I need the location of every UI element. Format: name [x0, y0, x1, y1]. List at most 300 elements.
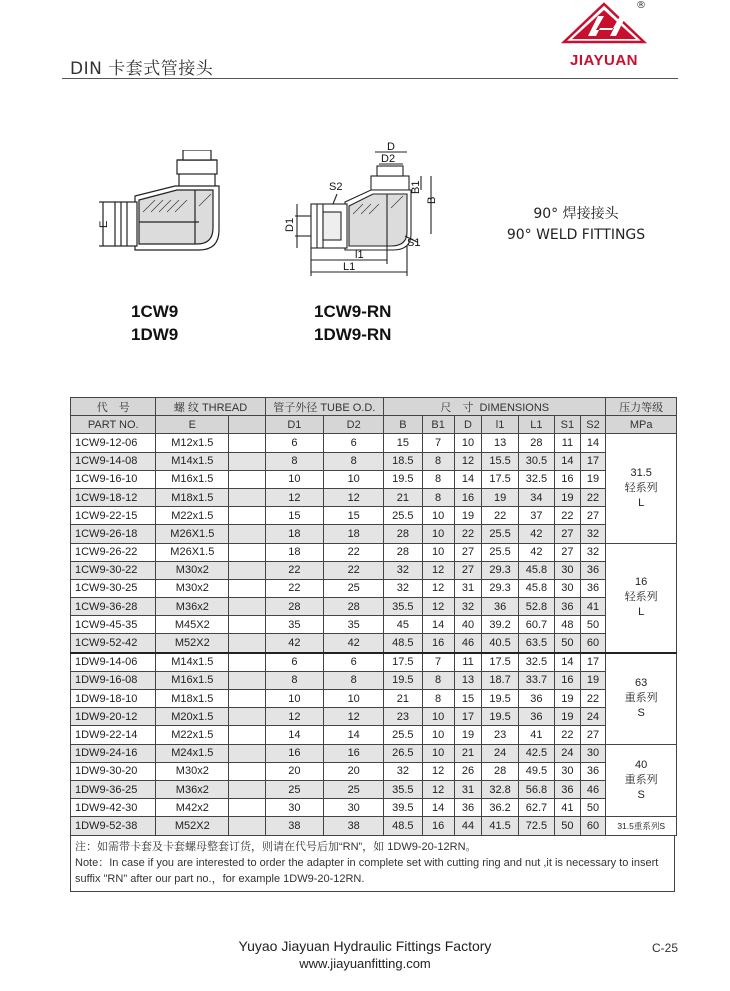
cell-d: 17	[454, 708, 482, 726]
cell-s1: 22	[555, 507, 581, 525]
product-name: 1CW9	[131, 302, 179, 321]
cell-d: 14	[454, 470, 482, 488]
cell-d: 10	[454, 434, 482, 452]
cell-s1: 19	[555, 488, 581, 506]
pressure-line: 31.5重系列S	[617, 820, 666, 831]
product-names-left	[131, 300, 178, 346]
cell-b1: 16	[422, 634, 454, 653]
cell-b1: 7	[422, 653, 454, 672]
cell-l1: 45.8	[518, 561, 554, 579]
cell-thread-blank	[229, 634, 265, 653]
cell-l1: 36	[482, 598, 518, 616]
cell-b: 28	[384, 525, 422, 543]
cell-l1: 56.8	[518, 780, 554, 798]
cell-d2: 25	[324, 579, 384, 597]
cell-d1: 35	[265, 616, 324, 634]
cell-b: 23	[384, 708, 422, 726]
cell-s1: 27	[555, 543, 581, 561]
cell-thread: M36x2	[156, 780, 229, 798]
cell-b1: 12	[422, 598, 454, 616]
cell-s2: 32	[580, 543, 606, 561]
cell-thread-blank	[229, 799, 265, 817]
cell-thread-blank	[229, 579, 265, 597]
cell-d2: 8	[324, 452, 384, 470]
cell-l1: 37	[518, 507, 554, 525]
cell-thread: M42x2	[156, 799, 229, 817]
cell-s1: 36	[555, 598, 581, 616]
cell-l1: 41	[518, 726, 554, 744]
cell-d: 13	[454, 671, 482, 689]
cell-thread-blank	[229, 653, 265, 672]
cell-b: 48.5	[384, 634, 422, 653]
label-L1: L1	[343, 261, 356, 273]
cell-s2: 46	[580, 780, 606, 798]
pressure-line: L	[638, 496, 645, 509]
cell-l1: 34	[518, 488, 554, 506]
cell-l1: 19.5	[482, 690, 518, 708]
cell-thread-blank	[229, 434, 265, 452]
cell-part-no: 1CW9-18-12	[71, 488, 156, 506]
cell-d2: 12	[324, 488, 384, 506]
pressure-line: 轻系列	[624, 481, 658, 494]
brand-name: JIAYUAN	[570, 52, 638, 69]
product-name: 1DW9	[131, 325, 179, 344]
header-pressure: 压力等级	[606, 398, 677, 416]
note-en: Note：In case if you are interested to order the adapter in complete set with cutting ring and nut ,it is necessary to insert suffix "RN" after our part no.，for example 1DW9-20-12RN.	[75, 857, 659, 885]
cell-l1: 29.3	[482, 561, 518, 579]
cell-d1: 30	[265, 799, 324, 817]
label-l1: l1	[355, 249, 364, 261]
header-col: L1	[518, 416, 554, 434]
cell-part-no: 1CW9-52-42	[71, 634, 156, 653]
table-row	[71, 616, 677, 634]
cell-d: 32	[454, 598, 482, 616]
cell-l1: 23	[482, 726, 518, 744]
cell-l1: 36.2	[482, 799, 518, 817]
cell-d: 31	[454, 780, 482, 798]
cell-s2: 14	[580, 434, 606, 452]
cell-s2: 60	[580, 634, 606, 653]
cell-s1: 50	[555, 817, 581, 835]
table-row	[71, 543, 677, 561]
cell-s1: 16	[555, 671, 581, 689]
header-part-no: PART NO.	[71, 416, 156, 434]
cell-l1: 17.5	[482, 653, 518, 672]
cell-b: 39.5	[384, 799, 422, 817]
cell-d: 15	[454, 690, 482, 708]
cell-thread: M52X2	[156, 634, 229, 653]
cell-thread-blank	[229, 525, 265, 543]
cell-d2: 42	[324, 634, 384, 653]
cell-d: 27	[454, 543, 482, 561]
table-row	[71, 488, 677, 506]
cell-b1: 12	[422, 561, 454, 579]
cell-d2: 6	[324, 434, 384, 452]
cell-thread: M16x1.5	[156, 470, 229, 488]
table-row	[71, 817, 677, 835]
cell-s1: 11	[555, 434, 581, 452]
cell-l1: 41.5	[482, 817, 518, 835]
cell-b: 28	[384, 543, 422, 561]
cell-d: 36	[454, 799, 482, 817]
product-name: 1CW9-RN	[314, 302, 392, 321]
cell-thread: M26X1.5	[156, 543, 229, 561]
product-name: 1DW9-RN	[314, 325, 392, 344]
cell-part-no: 1DW9-30-20	[71, 762, 156, 780]
cell-thread-blank	[229, 744, 265, 762]
cell-s2: 19	[580, 671, 606, 689]
cell-part-no: 1CW9-30-22	[71, 561, 156, 579]
cell-l1: 40.5	[482, 634, 518, 653]
table-row	[71, 708, 677, 726]
cell-part-no: 1CW9-26-22	[71, 543, 156, 561]
cell-d2: 22	[324, 561, 384, 579]
label-B: B	[426, 196, 438, 204]
cell-d: 12	[454, 452, 482, 470]
cell-d1: 22	[265, 579, 324, 597]
cell-b1: 10	[422, 525, 454, 543]
cell-d: 31	[454, 579, 482, 597]
cell-d1: 12	[265, 488, 324, 506]
cell-d1: 10	[265, 470, 324, 488]
header-col: D1	[265, 416, 324, 434]
dimensions-table	[70, 397, 677, 836]
cell-d1: 18	[265, 525, 324, 543]
cell-b1: 8	[422, 452, 454, 470]
label-D: D	[387, 141, 395, 153]
cell-thread-blank	[229, 690, 265, 708]
cell-s1: 41	[555, 799, 581, 817]
cell-l1: 29.3	[482, 579, 518, 597]
cell-part-no: 1DW9-14-06	[71, 653, 156, 672]
cell-s2: 22	[580, 488, 606, 506]
cell-d1: 6	[265, 653, 324, 672]
pressure-line: L	[638, 606, 645, 619]
cell-l1: 60.7	[518, 616, 554, 634]
cell-d: 26	[454, 762, 482, 780]
footer-company: Yuyao Jiayuan Hydraulic Fittings Factory	[238, 938, 492, 954]
header-col: B	[384, 416, 422, 434]
cell-pressure-rating	[606, 817, 677, 835]
cell-l1: 42.5	[518, 744, 554, 762]
cell-l1: 25.5	[482, 525, 518, 543]
cell-l1: 25.5	[482, 543, 518, 561]
cell-d1: 16	[265, 744, 324, 762]
cell-b: 32	[384, 579, 422, 597]
cell-d2: 25	[324, 780, 384, 798]
cell-pressure-rating	[606, 744, 677, 817]
cell-b: 26.5	[384, 744, 422, 762]
table-row	[71, 690, 677, 708]
cell-d1: 18	[265, 543, 324, 561]
cell-l1: 36	[518, 690, 554, 708]
cell-b: 21	[384, 488, 422, 506]
header-thread-e: E	[156, 416, 229, 434]
footer-website: www.jiayuanfitting.com	[299, 956, 431, 971]
cell-thread: M12x1.5	[156, 434, 229, 452]
cell-d: 19	[454, 726, 482, 744]
cell-d1: 28	[265, 598, 324, 616]
cell-b: 32	[384, 762, 422, 780]
cell-thread-blank	[229, 452, 265, 470]
cell-l1: 13	[482, 434, 518, 452]
header-pressure-unit: MPa	[606, 416, 677, 434]
table-row	[71, 762, 677, 780]
cell-part-no: 1CW9-26-18	[71, 525, 156, 543]
cell-b1: 7	[422, 434, 454, 452]
cell-thread-blank	[229, 470, 265, 488]
table-row	[71, 525, 677, 543]
order-note	[70, 836, 675, 892]
cell-d2: 10	[324, 690, 384, 708]
cell-part-no: 1DW9-24-16	[71, 744, 156, 762]
cell-d2: 28	[324, 598, 384, 616]
cell-b1: 8	[422, 488, 454, 506]
cell-b1: 10	[422, 507, 454, 525]
pressure-line: 重系列	[624, 773, 658, 786]
cell-thread-blank	[229, 507, 265, 525]
table-row	[71, 561, 677, 579]
table-row	[71, 452, 677, 470]
header-dimensions: 尺 寸 DIMENSIONS	[384, 398, 606, 416]
header-thread: 螺 纹 THREAD	[156, 398, 265, 416]
page-title: DIN 卡套式管接头	[70, 59, 214, 79]
cell-thread-blank	[229, 616, 265, 634]
cell-d2: 12	[324, 708, 384, 726]
cell-b: 35.5	[384, 780, 422, 798]
cell-d2: 35	[324, 616, 384, 634]
fitting-description	[486, 204, 666, 246]
cell-thread: M16x1.5	[156, 671, 229, 689]
cell-part-no: 1DW9-16-08	[71, 671, 156, 689]
fitting-drawing-left	[95, 150, 235, 260]
cell-b: 15	[384, 434, 422, 452]
description-en: 90° WELD FITTINGS	[506, 227, 646, 243]
product-names-right	[314, 300, 391, 346]
cell-pressure-rating	[606, 543, 677, 653]
label-B1: B1	[410, 180, 422, 194]
label-S1: S1	[407, 237, 421, 249]
cell-b: 25.5	[384, 507, 422, 525]
description-cn: 90° 焊接接头	[533, 206, 619, 222]
cell-thread: M30x2	[156, 762, 229, 780]
pressure-line: S	[637, 707, 645, 720]
cell-b1: 10	[422, 708, 454, 726]
cell-s2: 27	[580, 726, 606, 744]
cell-l1: 28	[518, 434, 554, 452]
cell-part-no: 1DW9-36-25	[71, 780, 156, 798]
cell-thread-blank	[229, 726, 265, 744]
cell-d1: 25	[265, 780, 324, 798]
cell-part-no: 1CW9-12-06	[71, 434, 156, 452]
cell-thread-blank	[229, 543, 265, 561]
cell-b: 45	[384, 616, 422, 634]
cell-l1: 19	[482, 488, 518, 506]
cell-d2: 8	[324, 671, 384, 689]
label-E: E	[98, 220, 110, 228]
cell-part-no: 1CW9-36-28	[71, 598, 156, 616]
cell-d1: 22	[265, 561, 324, 579]
cell-thread-blank	[229, 762, 265, 780]
cell-thread: M52X2	[156, 817, 229, 835]
cell-thread-blank	[229, 671, 265, 689]
cell-d2: 16	[324, 744, 384, 762]
pressure-line: 16	[635, 576, 648, 589]
cell-s1: 30	[555, 579, 581, 597]
cell-d2: 10	[324, 470, 384, 488]
cell-d: 19	[454, 507, 482, 525]
cell-l1: 30.5	[518, 452, 554, 470]
cell-d1: 12	[265, 708, 324, 726]
cell-s2: 17	[580, 452, 606, 470]
cell-l1: 18.7	[482, 671, 518, 689]
cell-b: 48.5	[384, 817, 422, 835]
cell-s2: 19	[580, 470, 606, 488]
cell-s1: 16	[555, 470, 581, 488]
table-row	[71, 780, 677, 798]
cell-d1: 42	[265, 634, 324, 653]
cell-l1: 42	[518, 525, 554, 543]
cell-pressure-rating	[606, 434, 677, 543]
cell-s2: 36	[580, 579, 606, 597]
cell-d: 21	[454, 744, 482, 762]
cell-d1: 15	[265, 507, 324, 525]
cell-d: 16	[454, 488, 482, 506]
cell-b1: 16	[422, 817, 454, 835]
pressure-line: 40	[635, 758, 648, 771]
cell-b: 35.5	[384, 598, 422, 616]
cell-d1: 6	[265, 434, 324, 452]
cell-s1: 19	[555, 690, 581, 708]
table-row	[71, 507, 677, 525]
cell-part-no: 1CW9-14-08	[71, 452, 156, 470]
cell-s2: 27	[580, 507, 606, 525]
cell-d: 44	[454, 817, 482, 835]
cell-b1: 12	[422, 780, 454, 798]
cell-d2: 6	[324, 653, 384, 672]
cell-b: 19.5	[384, 671, 422, 689]
cell-s2: 60	[580, 817, 606, 835]
cell-b: 19.5	[384, 470, 422, 488]
cell-s2: 30	[580, 744, 606, 762]
pressure-line: 重系列	[624, 692, 658, 705]
cell-l1: 42	[518, 543, 554, 561]
cell-thread: M18x1.5	[156, 690, 229, 708]
cell-thread-blank	[229, 817, 265, 835]
cell-d: 27	[454, 561, 482, 579]
cell-d1: 8	[265, 452, 324, 470]
cell-part-no: 1DW9-20-12	[71, 708, 156, 726]
cell-s1: 36	[555, 780, 581, 798]
cell-b1: 8	[422, 690, 454, 708]
cell-d: 22	[454, 525, 482, 543]
pressure-line: 63	[635, 677, 648, 690]
cell-d: 40	[454, 616, 482, 634]
cell-part-no: 1DW9-52-38	[71, 817, 156, 835]
table-row	[71, 671, 677, 689]
cell-s1: 27	[555, 525, 581, 543]
cell-part-no: 1CW9-30-25	[71, 579, 156, 597]
cell-l1: 17.5	[482, 470, 518, 488]
cell-l1: 32.5	[518, 470, 554, 488]
note-cn: 注：如需带卡套及卡套螺母整套订货，则请在代号后加“RN”，如 1DW9-20-12RN。	[75, 841, 477, 853]
table-row	[71, 744, 677, 762]
cell-s2: 32	[580, 525, 606, 543]
cell-thread-blank	[229, 780, 265, 798]
table-row	[71, 653, 677, 672]
cell-b1: 12	[422, 579, 454, 597]
cell-thread: M14x1.5	[156, 653, 229, 672]
cell-s1: 14	[555, 452, 581, 470]
pressure-line: 31.5	[630, 466, 652, 479]
cell-l1: 32.5	[518, 653, 554, 672]
cell-l1: 63.5	[518, 634, 554, 653]
cell-b1: 14	[422, 616, 454, 634]
header-col: S1	[555, 416, 581, 434]
cell-l1: 39.2	[482, 616, 518, 634]
cell-l1: 19.5	[482, 708, 518, 726]
header-col: B1	[422, 416, 454, 434]
cell-l1: 32.8	[482, 780, 518, 798]
cell-s2: 17	[580, 653, 606, 672]
cell-b1: 14	[422, 799, 454, 817]
cell-b1: 10	[422, 543, 454, 561]
cell-thread: M45X2	[156, 616, 229, 634]
cell-l1: 52.8	[518, 598, 554, 616]
cell-s1: 24	[555, 744, 581, 762]
header-divider	[62, 78, 678, 79]
cell-s2: 50	[580, 616, 606, 634]
header-code: 代 号	[71, 398, 156, 416]
label-D2: D2	[381, 153, 396, 165]
cell-d2: 38	[324, 817, 384, 835]
cell-s1: 19	[555, 708, 581, 726]
table-row	[71, 799, 677, 817]
cell-b1: 8	[422, 671, 454, 689]
cell-thread: M20x1.5	[156, 708, 229, 726]
cell-d: 46	[454, 634, 482, 653]
cell-d: 11	[454, 653, 482, 672]
cell-b: 21	[384, 690, 422, 708]
cell-b: 17.5	[384, 653, 422, 672]
cell-d2: 18	[324, 525, 384, 543]
cell-d2: 15	[324, 507, 384, 525]
pressure-line: S	[637, 788, 645, 801]
cell-thread: M30x2	[156, 561, 229, 579]
cell-d1: 38	[265, 817, 324, 835]
cell-s2: 41	[580, 598, 606, 616]
cell-d2: 20	[324, 762, 384, 780]
cell-d1: 10	[265, 690, 324, 708]
cell-l1: 22	[482, 507, 518, 525]
cell-b: 18.5	[384, 452, 422, 470]
registered-mark: ®	[636, 0, 646, 11]
cell-s1: 50	[555, 634, 581, 653]
table-row	[71, 634, 677, 653]
cell-thread-blank	[229, 708, 265, 726]
cell-s1: 48	[555, 616, 581, 634]
cell-part-no: 1DW9-18-10	[71, 690, 156, 708]
header-col: S2	[580, 416, 606, 434]
pressure-line: 轻系列	[624, 591, 658, 604]
cell-l1: 15.5	[482, 452, 518, 470]
cell-part-no: 1CW9-16-10	[71, 470, 156, 488]
cell-l1: 36	[518, 708, 554, 726]
cell-b1: 10	[422, 726, 454, 744]
cell-l1: 24	[482, 744, 518, 762]
cell-thread: M14x1.5	[156, 452, 229, 470]
cell-d1: 20	[265, 762, 324, 780]
